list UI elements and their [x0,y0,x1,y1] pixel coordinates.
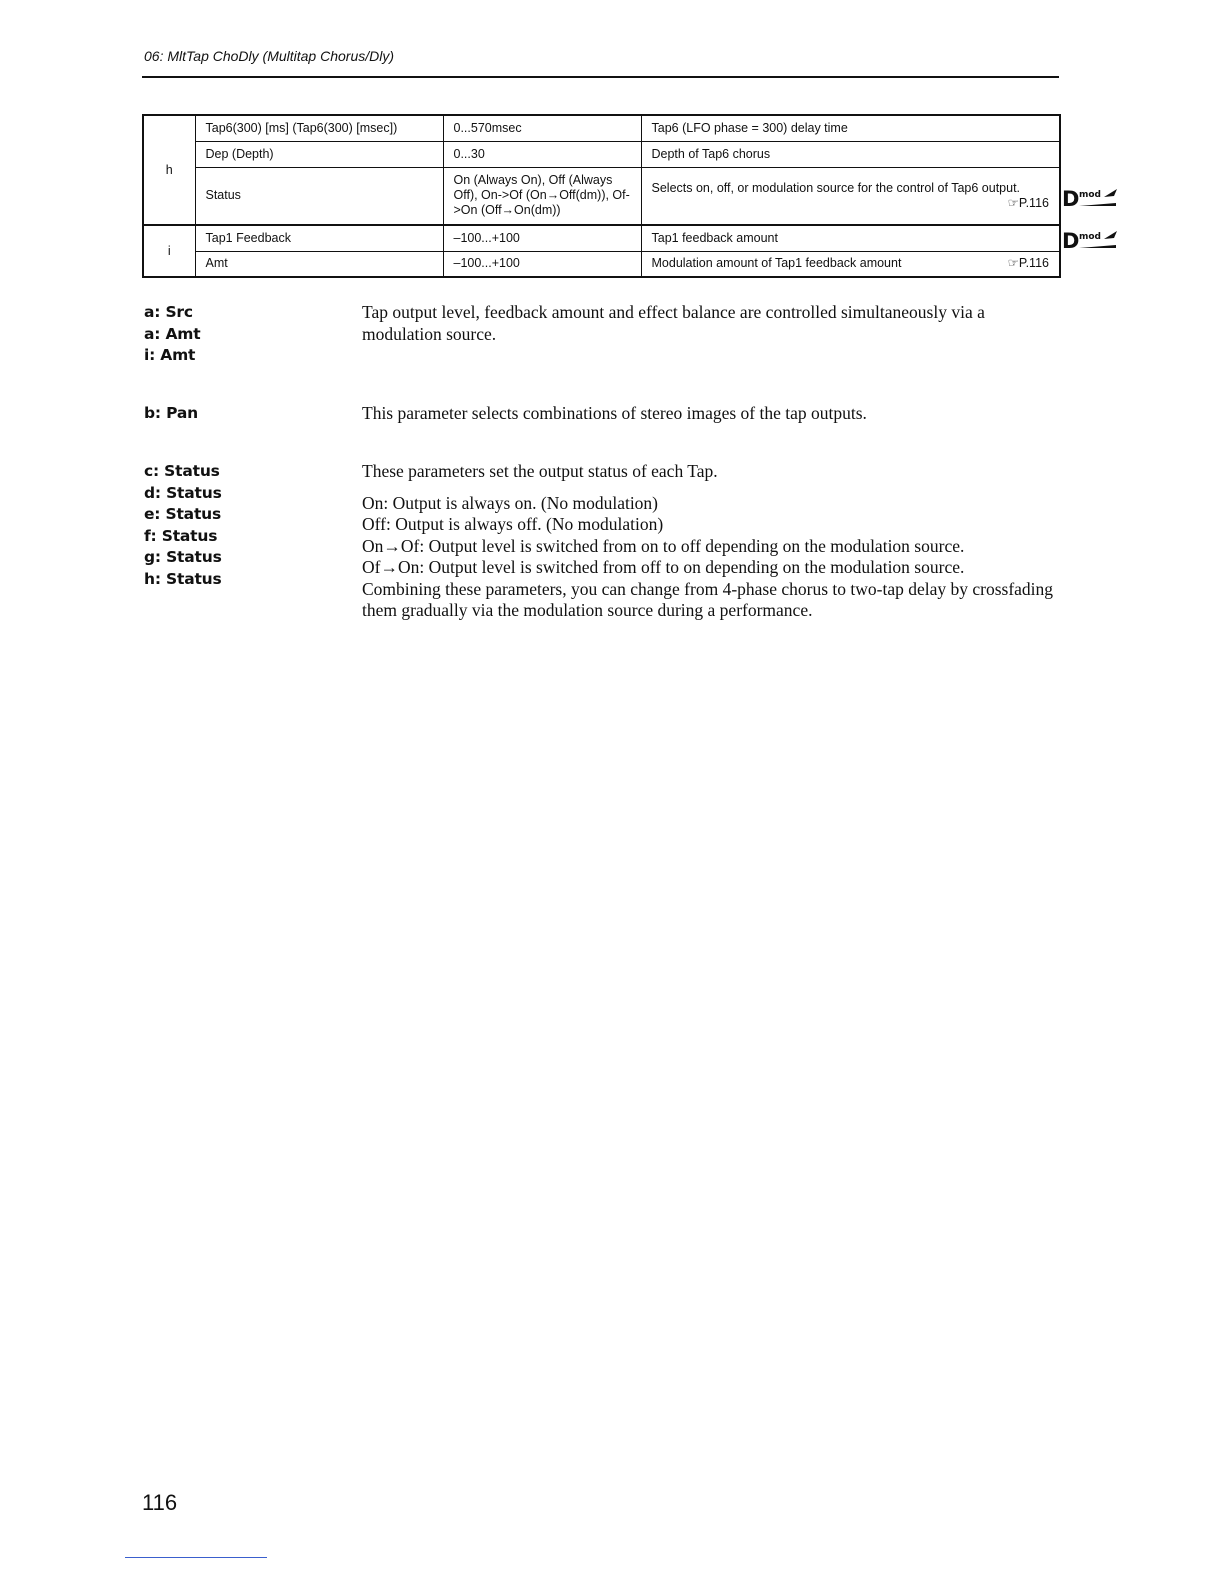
param-desc: Depth of Tap6 chorus [641,141,1060,167]
param-label: b: Pan [144,404,198,422]
param-name: Amt [195,251,443,277]
parameter-table [142,114,1061,278]
svg-text:D: D [1062,187,1080,209]
param-label: a: Amt [144,324,201,343]
param-label: f: Status [144,526,218,545]
svg-text:mod: mod [1079,190,1102,200]
param-labels [144,302,354,367]
param-range: –100...+100 [443,225,641,251]
paragraph: On→Of: Output level is switched from on to off depending on the modulation source. [362,535,965,556]
svg-text:D: D [1062,229,1080,251]
paragraph: Tap output level, feedback amount and effect balance are controlled simultaneously via a modulation source. [362,302,985,344]
param-desc-cell [641,167,1060,225]
group-label: h [143,115,195,225]
param-label: d: Status [144,483,222,502]
table-row [143,251,1060,277]
group-label: i [143,225,195,277]
param-label: i: Amt [144,346,196,364]
param-range: 0...570msec [443,115,641,141]
svg-text:mod: mod [1079,232,1102,242]
param-name: Dep (Depth) [195,141,443,167]
table-row [143,115,1060,141]
table-row [143,141,1060,167]
header-divider [142,76,1059,78]
param-name: Tap6(300) [ms] (Tap6(300) [msec]) [195,115,443,141]
paragraph: This parameter selects combinations of stereo images of the tap outputs. [362,403,867,423]
param-range: On (Always On), Off (Always Off), On->Of (On→Off(dm)), Of->On (Off→On(dm)) [443,167,641,225]
param-desc: Modulation amount of Tap1 feedback amount [651,256,902,271]
section-body [362,403,1062,425]
section-body [362,461,1062,622]
section-body [362,302,1062,345]
param-label: e: Status [144,505,222,523]
paragraph: Combining these parameters, you can change from 4-phase chorus to two-tap delay by crossfading them gradually via the modulation source during a performance. [362,578,1054,620]
param-desc: Selects on, off, or modulation source for the control of Tap6 output. [651,180,1021,195]
page-reference: ☞P.116 [1007,195,1049,210]
param-labels [144,461,354,590]
footer-underline [125,1557,267,1558]
d-mod-icon [1062,187,1120,209]
page-number: 116 [142,1490,178,1515]
paragraph: Of→On: Output level is switched from off to on depending on the modulation source. [362,557,965,577]
d-mod-icon [1062,229,1120,251]
param-desc: Tap6 (LFO phase = 300) delay time [641,115,1060,141]
param-range: 0...30 [443,141,641,167]
table-row [143,225,1060,251]
param-label: a: Src [144,303,193,321]
paragraph: On: Output is always on. (No modulation) [362,492,659,513]
param-labels [144,403,354,425]
paragraph: Off: Output is always off. (No modulation) [362,514,664,534]
param-label: g: Status [144,548,222,566]
paragraph: These parameters set the output status of each Tap. [362,461,718,481]
param-label: c: Status [144,462,220,480]
param-label: h: Status [144,569,222,588]
page-header-title: 06: MltTap ChoDly (Multitap Chorus/Dly) [144,48,395,64]
param-name: Status [195,167,443,225]
table-row [143,167,1060,225]
param-desc: Tap1 feedback amount [641,225,1060,251]
param-range: –100...+100 [443,251,641,277]
param-desc-cell [641,251,1060,277]
page-reference: ☞P.116 [1007,256,1049,271]
param-name: Tap1 Feedback [195,225,443,251]
